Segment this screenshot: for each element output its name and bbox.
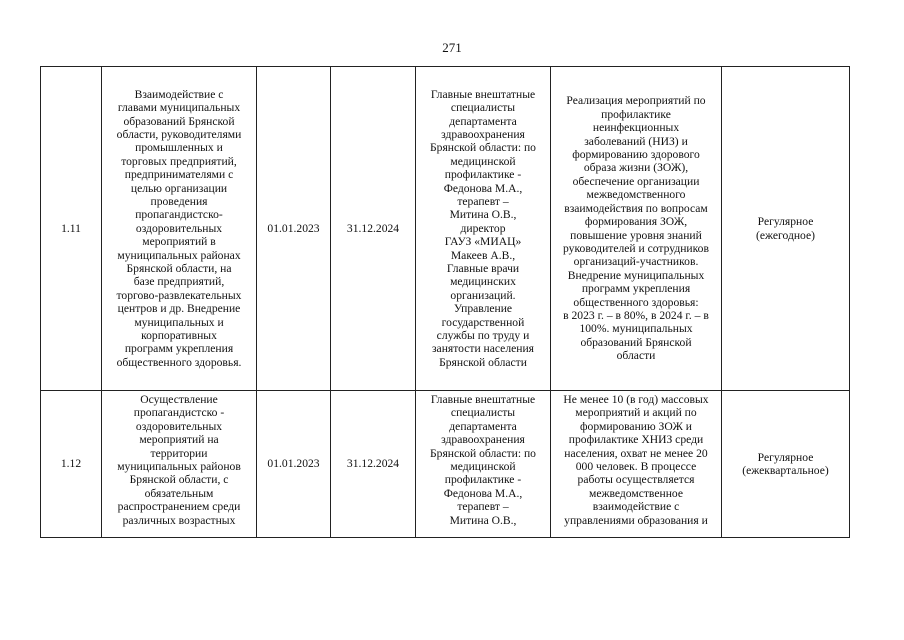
table-row	[41, 67, 850, 391]
frequency: Регулярное (ежеквартальное)	[722, 391, 850, 538]
page-number: 271	[442, 40, 462, 55]
row-number: 1.12	[41, 391, 102, 538]
expected-result: Не менее 10 (в год) массовых мероприятий и акций по формированию ЗОЖ и профилактике ХНИЗ среди населения, охват не менее 20 000 человек. В процессе работы осуществляется межведомственное взаимодействие с управлениями образования и	[551, 391, 722, 538]
table-row	[41, 391, 850, 538]
measures-table	[40, 66, 850, 538]
end-date: 31.12.2024	[331, 67, 416, 391]
responsible-persons: Главные внештатные специалисты департамента здравоохранения Брянской области: по медицинской профилактике - Федонова М.А., терапевт – Митина О.В., директор ГАУЗ «МИАЦ» Макеев А.В., Главные врачи медицинских организаций. Управление государственной службы по труду и занятости населения Брянской области	[416, 67, 551, 391]
start-date: 01.01.2023	[257, 391, 331, 538]
measure-description: Осуществление пропагандистско - оздоровительных мероприятий на территории муниципальных районов Брянской области, с обязательным распространением среди различных возрастных	[102, 391, 257, 538]
end-date: 31.12.2024	[331, 391, 416, 538]
responsible-persons: Главные внештатные специалисты департамента здравоохранения Брянской области: по медицинской профилактике - Федонова М.А., терапевт – Митина О.В.,	[416, 391, 551, 538]
frequency: Регулярное (ежегодное)	[722, 67, 850, 391]
start-date: 01.01.2023	[257, 67, 331, 391]
row-number: 1.11	[41, 67, 102, 391]
measure-description: Взаимодействие с главами муниципальных образований Брянской области, руководителями промышленных и торговых предприятий, предпринимателями с целью организации проведения пропагандистско- оздоровительных мероприятий в муниципальных районах Брянской области, на базе предприятий, торгово-развлекательных центров и др. Внедрение муниципальных и корпоративных программ укрепления общественного здоровья.	[102, 67, 257, 391]
expected-result: Реализация мероприятий по профилактике неинфекционных заболеваний (НИЗ) и формированию здорового образа жизни (ЗОЖ), обеспечение организации межведомственного взаимодействия по вопросам формирования ЗОЖ, повышение уровня знаний руководителей и сотрудников организаций-участников. Внедрение муниципальных программ укрепления общественного здоровья: в 2023 г. – в 80%, в 2024 г. – в 100%. муниципальных образований Брянской области	[551, 67, 722, 391]
